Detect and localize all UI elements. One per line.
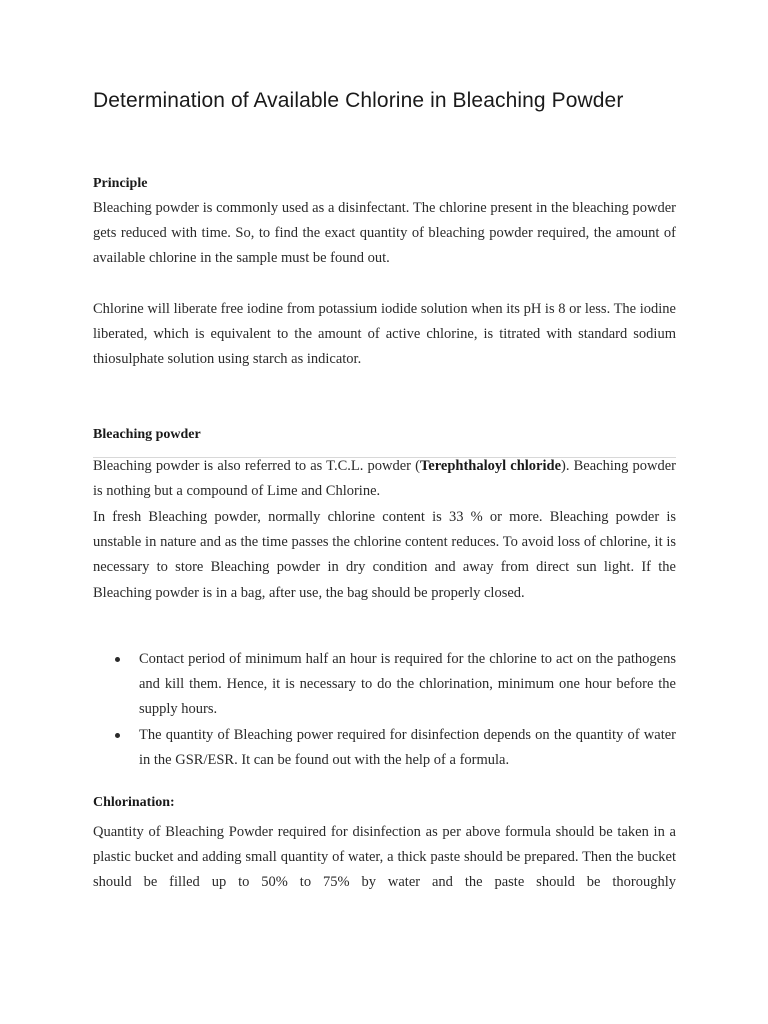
bullet-item-quantity [93, 723, 676, 773]
bullet-dot-icon [115, 733, 120, 738]
bleaching-powder-heading: Bleaching powder [93, 427, 201, 442]
tcl-full-name: Terephthaloyl chloride [419, 458, 562, 474]
tcl-text-after: ). Beaching powder is nothing but a compound of Lime and Chlorine. [93, 458, 676, 500]
principle-paragraph-2: Chlorine will liberate free iodine from potassium iodide solution when its pH is 8 or less. The iodine liberated, which is equivalent to the amount of active chlorine, is titrated with standard sodium thiosulphate solution using starch as indicator. [93, 301, 676, 368]
bullet-item-text: Contact period of minimum half an hour is required for the chlorine to act on the pathogens and kill them. Hence, it is necessary to do the chlorination, minimum one hour before the supply hours. [139, 651, 676, 718]
bullet-item-contact-period [93, 647, 676, 723]
bullet-dot-icon [115, 657, 120, 662]
document-title: Determination of Available Chlorine in Bleaching Powder [93, 89, 624, 112]
principle-paragraph-1: Bleaching powder is commonly used as a disinfectant. The chlorine present in the bleaching powder gets reduced with time. So, to find the exact quantity of bleaching powder required, the amount of available chlorine in the sample must be found out. [93, 200, 676, 267]
bleaching-powder-bullet-list [93, 647, 676, 773]
chlorination-heading: Chlorination: [93, 795, 175, 810]
bleaching-powder-paragraph-2: In fresh Bleaching powder, normally chlorine content is 33 % or more. Bleaching powder is unstable in nature and as the time passes the chlorine content reduces. To avoid loss of chlorine, it is necessary to store Bleaching powder in dry condition and away from direct sun light. If the Bleaching powder is in a bag, after use, the bag should be properly closed. [93, 509, 676, 601]
principle-heading: Principle [93, 176, 148, 191]
bullet-item-text: The quantity of Bleaching power required for disinfection depends on the quantity of water in the GSR/ESR. It can be found out with the help of a formula. [139, 726, 676, 768]
bleaching-powder-paragraph-1 [93, 454, 676, 504]
tcl-text-before: Bleaching powder is also referred to as T.C.L. powder ( [93, 458, 420, 474]
chlorination-paragraph-1: Quantity of Bleaching Powder required for disinfection as per above formula should be taken in a plastic bucket and adding small quantity of water, a thick paste should be prepared. Then the bucket should be filled up to 50% to 75% by water and the paste should be thoroughly [93, 824, 676, 891]
